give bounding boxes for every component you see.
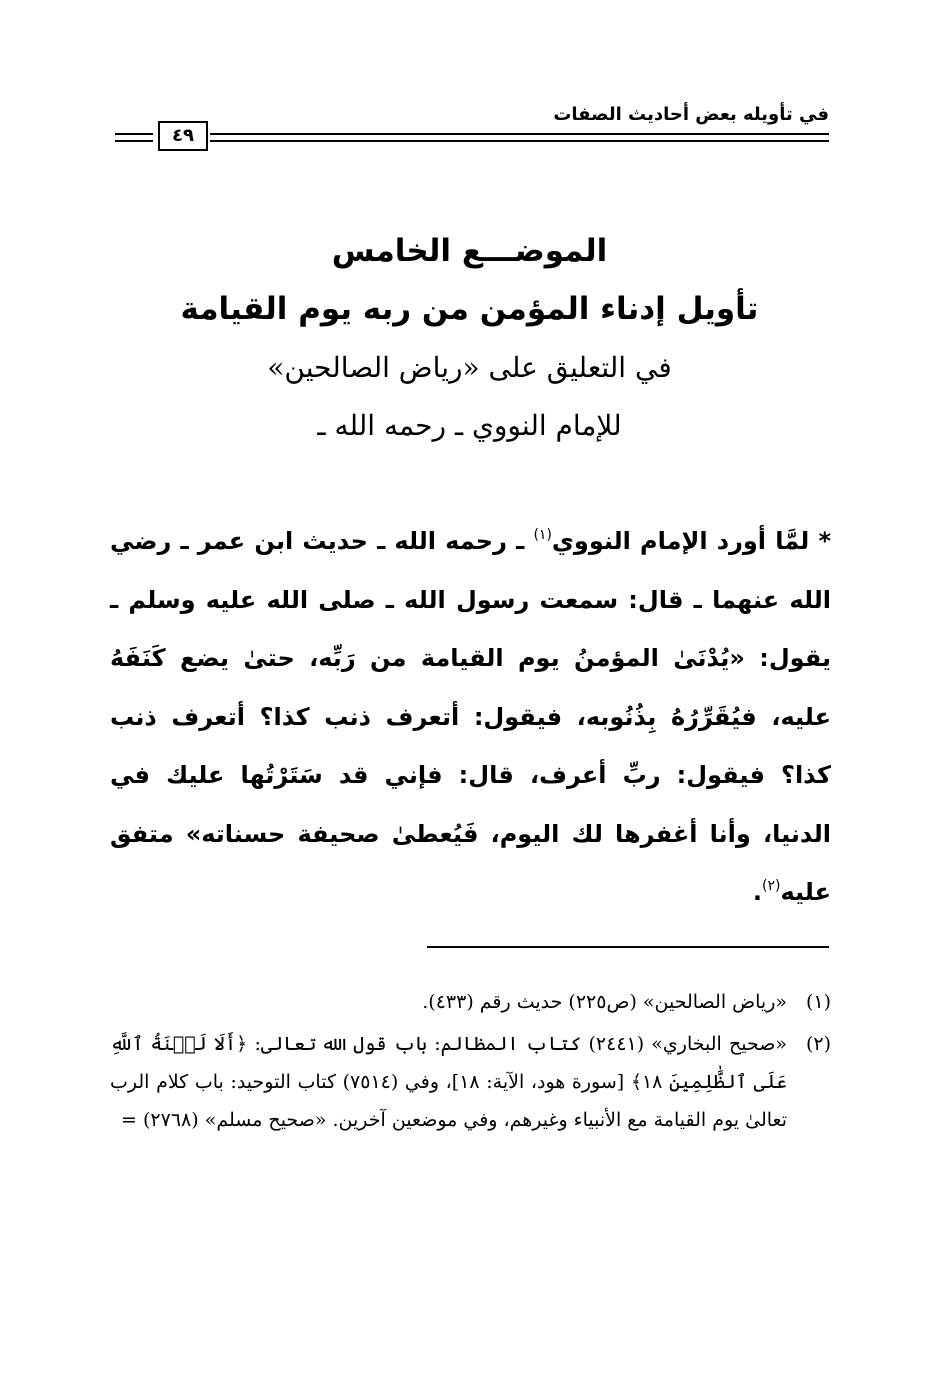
section-subtitle: تأويل إدناء المؤمن من ربه يوم القيامة (180, 291, 759, 327)
footnote-separator (427, 946, 829, 948)
footnote-item (110, 1025, 831, 1139)
footnote-mark: (١) (805, 991, 831, 1013)
section-title-block (60, 222, 879, 454)
header-rule-left (115, 133, 153, 142)
body-text-part3: . (752, 878, 762, 906)
body-paragraph (110, 512, 831, 922)
footnote-item (110, 983, 831, 1021)
body-text-part1: * لمَّا أورد الإمام النووي (551, 527, 832, 555)
footnote-ref-2: (٢) (761, 878, 781, 894)
footnotes (110, 983, 831, 1139)
running-title: في تأويله بعض أحاديث الصفات (553, 104, 829, 125)
footnote-mark: (٢) (805, 1033, 831, 1055)
footnote-text: «صحيح البخاري» (٢٤٤١) كتاب المظالم: باب قول الله تعالى: ﴿أَلَا لَعۡنَةُ ٱللَّهِ عَلَى ٱلظَّٰلِمِينَ ١٨﴾ [سورة هود، الآية: ١٨]، وفي (٧٥١٤) كتاب التوحيد: باب كلام الرب تعالىٰ يوم القيامة مع الأنبياء وغيرهم، وفي موضعين آخرين. «صحيح مسلم» (٢٧٦٨) = (110, 1033, 787, 1131)
footnote-text: «رياض الصالحين» (ص٢٢٥) حديث رقم (٤٣٣). (422, 991, 787, 1013)
body-text-part2: ـ رحمه الله ـ حديث ابن عمر ـ رضي الله عنهما ـ قال: سمعت رسول الله ـ صلى الله عليه وسلم ـ يقول: «يُدْنَىٰ المؤمنُ يوم القيامة من رَبِّه، حتىٰ يضع كَنَفَهُ عليه، فيُقَرِّرُهُ بِذُنُوبه، فيقول: أتعرف ذنب كذا؟ أتعرف ذنب كذا؟ فيقول: ربِّ أعرف، قال: فإني قد سَتَرْتُها عليك في الدنيا، وأنا أغفرها لك اليوم، فَيُعطىٰ صحيفة حسناته» متفق عليه (110, 527, 831, 906)
footnote-ref-1: (١) (533, 527, 552, 543)
header-rule (210, 133, 829, 142)
section-author: للإمام النووي ـ رحمه الله ـ (317, 409, 622, 442)
section-context: في التعليق على «رياض الصالحين» (267, 351, 672, 384)
section-heading: الموضـــع الخامس (331, 233, 608, 269)
page-number: ٤٩ (158, 121, 208, 151)
